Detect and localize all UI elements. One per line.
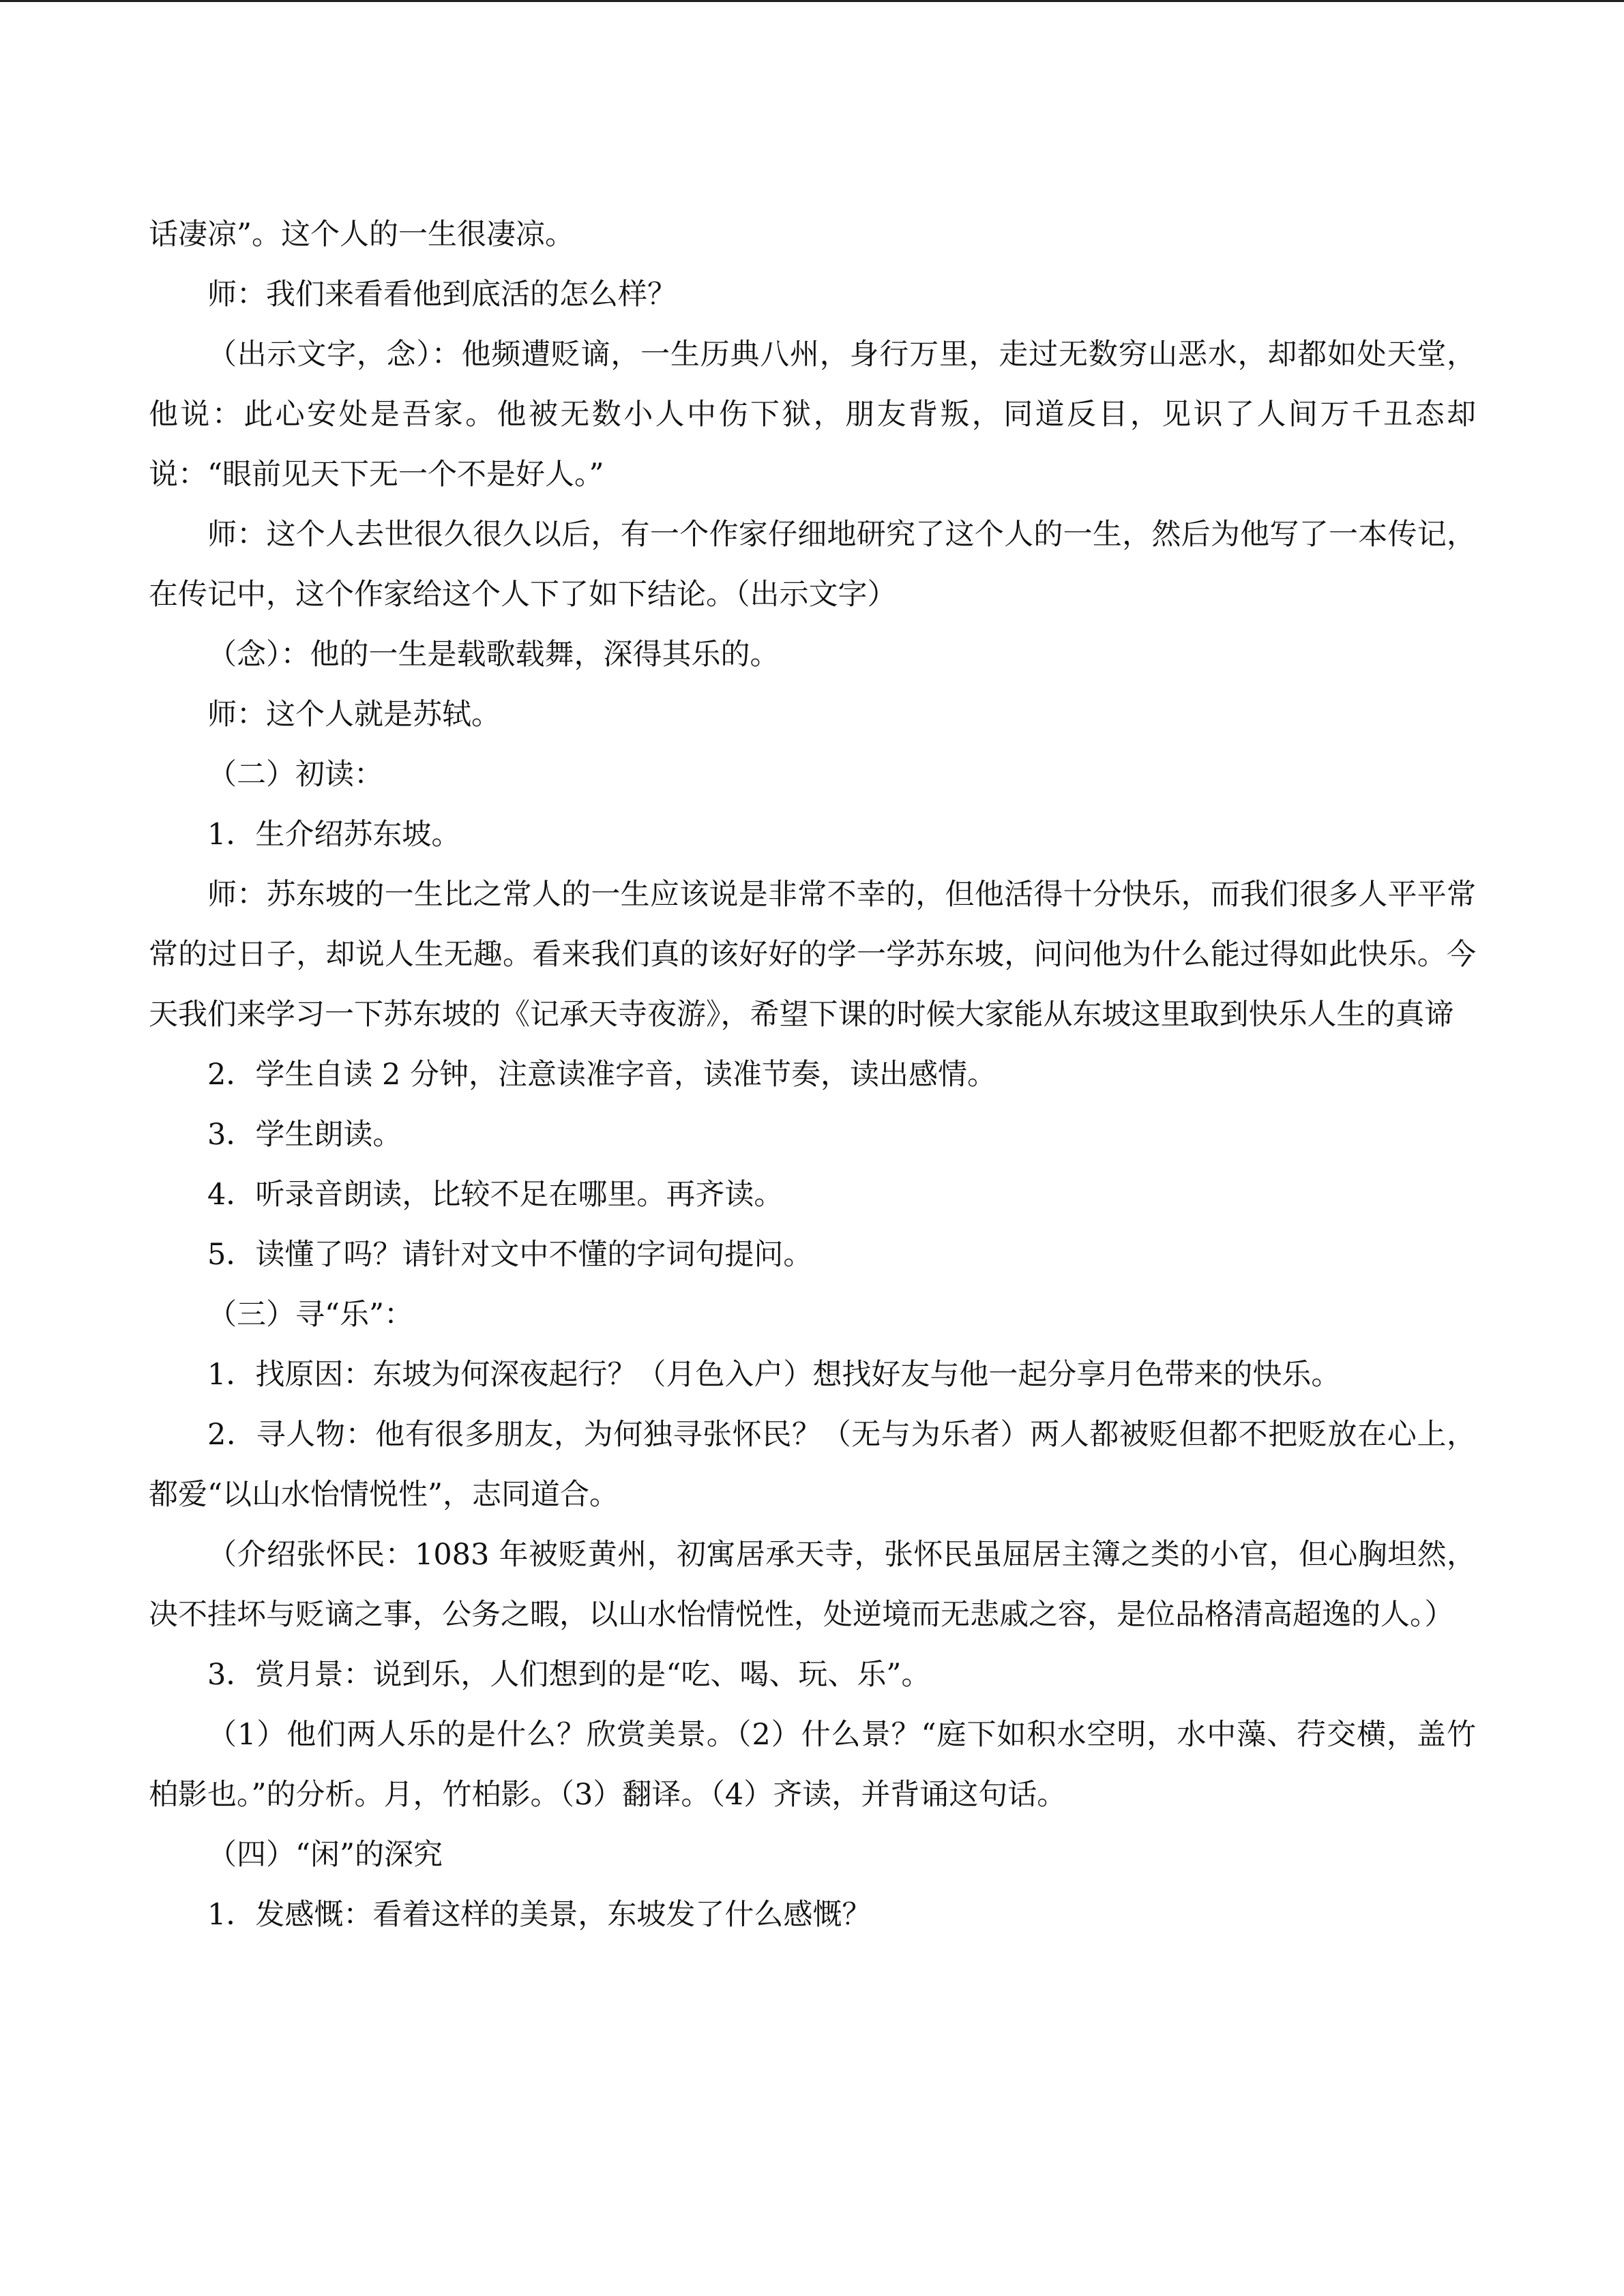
paragraph-15: 1．找原因：东坡为何深夜起行？（月色入户）想找好友与他一起分享月色带来的快乐。 bbox=[207, 1358, 1341, 1392]
document-body bbox=[149, 205, 1476, 1945]
paragraph-4: 师：这个人去世很久很久以后，有一个作家仔细地研究了这个人的一生，然后为他写了一本传记，在传记中，这个作家给这个人下了如下结论。（出示文字） bbox=[149, 518, 1476, 612]
paragraph-9: 师：苏东坡的一生比之常人的一生应该说是非常不幸的，但他活得十分快乐，而我们很多人平平常常的过日子，却说人生无趣。看来我们真的该好好的学一学苏东坡，问问他为什么能过得如此快乐。今天我们来学习一下苏东坡的《记承天寺夜游》，希望下课的时候大家能从东坡这里取到快乐人生的真谛 bbox=[149, 878, 1476, 1032]
paragraph-18: 3．赏月景：说到乐，人们想到的是“吃、喝、玩、乐”。 bbox=[207, 1658, 931, 1692]
paragraph-12: 4．听录音朗读，比较不足在哪里。再齐读。 bbox=[207, 1178, 784, 1212]
paragraph-6: 师：这个人就是苏轼。 bbox=[207, 698, 501, 732]
paragraph-3: （出示文字，念）：他频遭贬谪，一生历典八州，身行万里，走过无数穷山恶水，却都如处天堂，他说：此心安处是吾家。他被无数小人中伤下狱，朋友背叛，同道反目，见识了人间万千丑态却说：“眼前见天下无一个不是好人。” bbox=[149, 338, 1476, 492]
paragraph-11: 3．学生朗读。 bbox=[207, 1118, 402, 1152]
section-heading-2: （二）初读： bbox=[207, 758, 383, 792]
paragraph-5: （念）：他的一生是载歌载舞，深得其乐的。 bbox=[207, 638, 780, 672]
paragraph-1: 话凄凉”。这个人的一生很凄凉。 bbox=[149, 218, 574, 252]
top-border-line bbox=[0, 0, 1624, 2]
paragraph-17: （介绍张怀民：1083 年被贬黄州，初寓居承天寺，张怀民虽屈居主簿之类的小官，但心胸坦然，决不挂坏与贬谪之事，公务之暇，以山水怡情悦性，处逆境而无悲戚之容，是位品格清高超逸的人。） bbox=[149, 1538, 1476, 1632]
paragraph-10: 2．学生自读 2 分钟，注意读准字音，读准节奏，读出感情。 bbox=[207, 1058, 997, 1092]
paragraph-21: 1．发感慨：看着这样的美景，东坡发了什么感慨？ bbox=[207, 1898, 872, 1932]
paragraph-19: （1）他们两人乐的是什么？欣赏美景。（2）什么景？“庭下如积水空明，水中藻、荇交横，盖竹柏影也。”的分析。月，竹柏影。（3）翻译。（4）齐读，并背诵这句话。 bbox=[149, 1718, 1476, 1812]
section-heading-4: （四）“闲”的深究 bbox=[207, 1838, 443, 1872]
paragraph-16: 2．寻人物：他有很多朋友，为何独寻张怀民？（无与为乐者）两人都被贬但都不把贬放在心上，都爱“以山水怡情悦性”，志同道合。 bbox=[149, 1418, 1476, 1512]
section-heading-3: （三）寻“乐”： bbox=[207, 1298, 413, 1332]
paragraph-2: 师：我们来看看他到底活的怎么样？ bbox=[207, 278, 677, 312]
paragraph-13: 5．读懂了吗？请针对文中不懂的字词句提问。 bbox=[207, 1238, 813, 1272]
paragraph-8: 1．生介绍苏东坡。 bbox=[207, 818, 461, 852]
